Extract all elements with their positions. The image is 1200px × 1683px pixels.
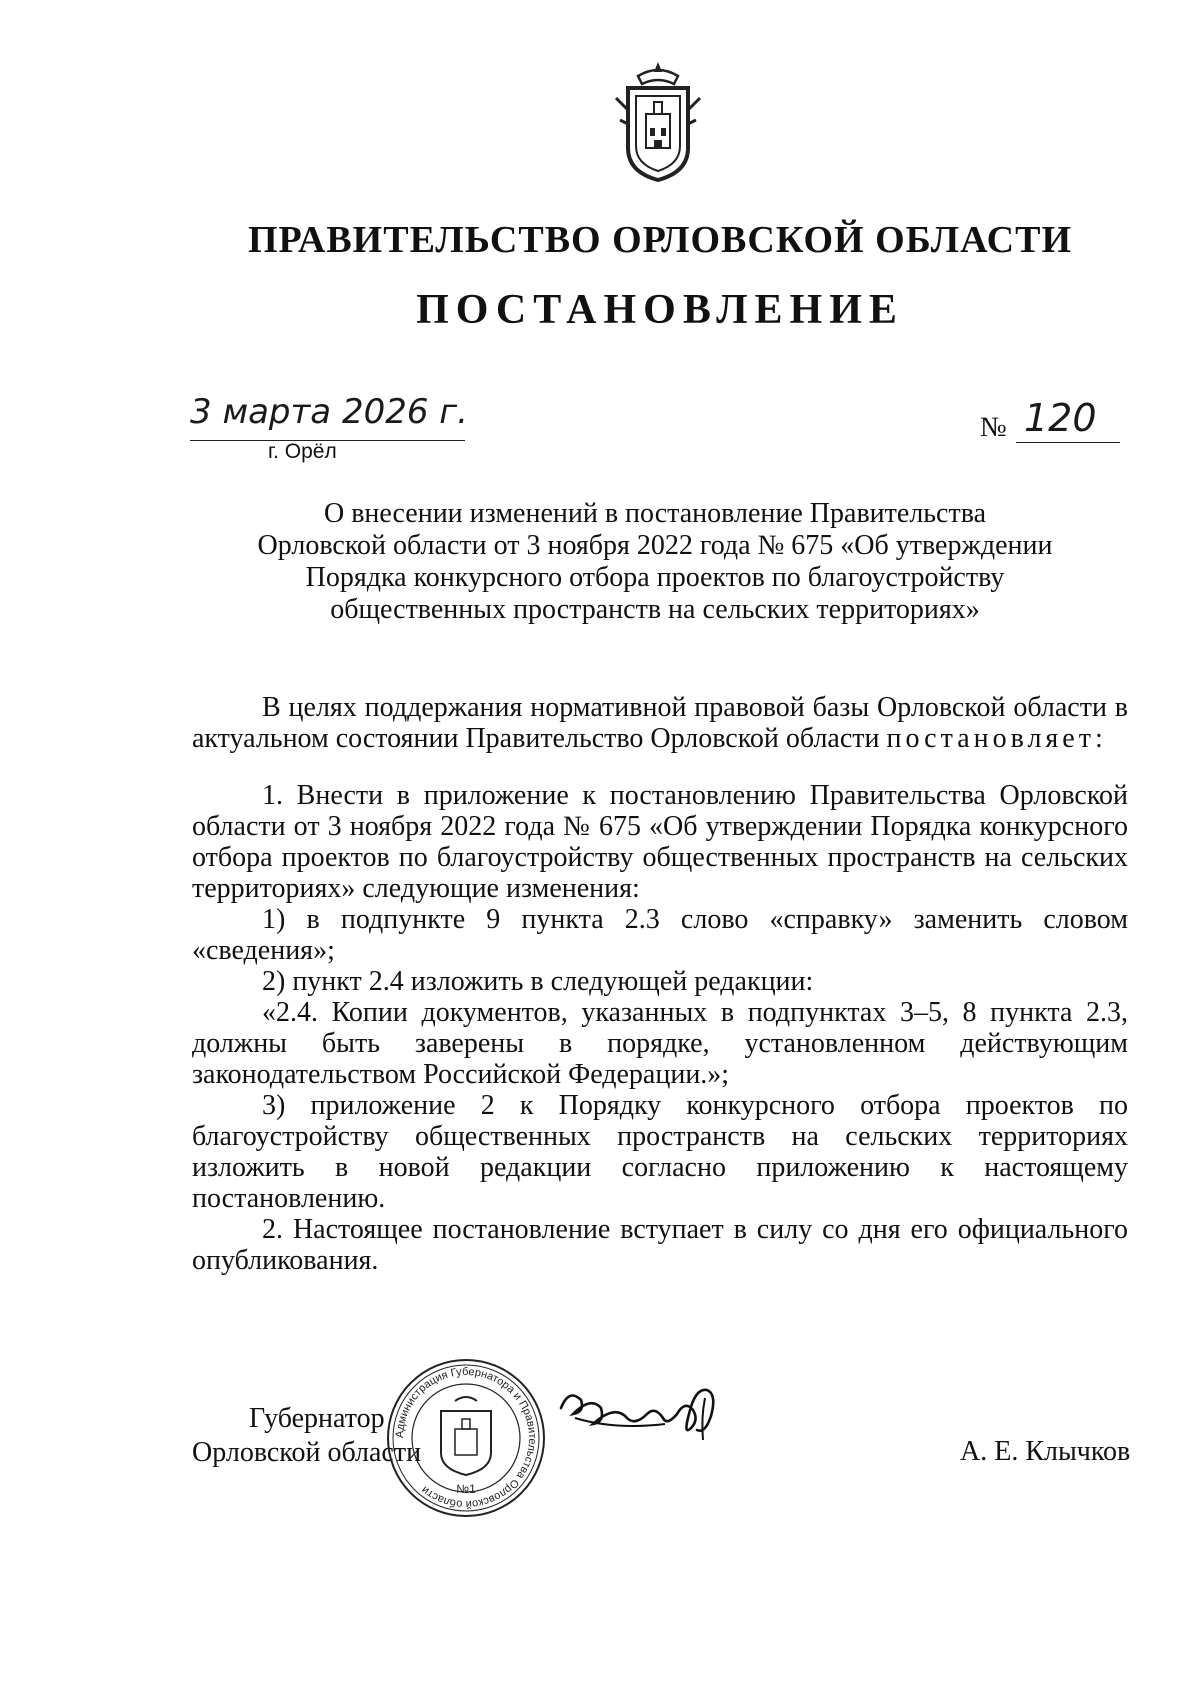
- item-2: 2. Настоящее постановление вступает в силу со дня его официального опубликования.: [192, 1214, 1128, 1276]
- document-number: 120: [1024, 396, 1097, 440]
- document-date: 3 марта 2026 г.: [190, 392, 468, 432]
- document-subject: [250, 498, 1060, 626]
- preamble-text: В целях поддержания нормативной правовой базы Орловской области в актуальном состоянии Правительство Орловской области: [192, 692, 1128, 754]
- official-seal-stamp: [385, 1357, 547, 1519]
- seal-number: №1: [456, 1482, 476, 1496]
- number-label: №: [980, 412, 1007, 443]
- subject-line: О внесении изменений в постановление Правительства: [323, 498, 987, 529]
- item-1-sub-2-text: «2.4. Копии документов, указанных в подпунктах 3–5, 8 пункта 2.3, должны быть заверены в порядке, установленном действующим законодательством Российской Федерации.»;: [192, 997, 1128, 1090]
- subject-line: Порядка конкурсного отбора проектов по благоустройству: [305, 562, 1005, 593]
- number-underline: [1016, 442, 1120, 443]
- organization-title: ПРАВИТЕЛЬСТВО ОРЛОВСКОЙ ОБЛАСТИ: [247, 219, 1073, 261]
- handwritten-signature: [555, 1378, 725, 1462]
- subject-line: общественных пространств на сельских территориях»: [330, 594, 980, 625]
- position-line: Орловской области: [192, 1437, 422, 1468]
- seal-ring-text: Администрация Губернатора и Правительства Орловской области: [393, 1365, 539, 1511]
- item-1: 1. Внести в приложение к постановлению Правительства Орловской области от 3 ноября 2022 года № 675 «Об утверждении Порядка конкурсного отбора проектов по благоустройству общественных пространств на сельских территориях» следующие изменения:: [192, 780, 1128, 904]
- preamble-verb: постановляет:: [886, 723, 1107, 754]
- document-body: [192, 692, 1128, 1276]
- signatory-name: А. Е. Клычков: [960, 1436, 1131, 1467]
- city-label: г. Орёл: [268, 440, 337, 463]
- item-1-sub-2: 2) пункт 2.4 изложить в следующей редакции:: [262, 966, 814, 997]
- position-line: Губернатор: [249, 1403, 385, 1434]
- document-type-title: ПОСТАНОВЛЕНИЕ: [416, 287, 904, 333]
- preamble-paragraph: [192, 692, 1128, 754]
- item-1-sub-3: 3) приложение 2 к Порядку конкурсного отбора проектов по благоустройству общественных пространств на сельских территориях изложить в новой редакции согласно приложению к настоящему постановлению.: [192, 1090, 1128, 1214]
- subject-line: Орловской области от 3 ноября 2022 года № 675 «Об утверждении: [257, 530, 1053, 561]
- item-1-sub-1: 1) в подпункте 9 пункта 2.3 слово «справку» заменить словом «сведения»;: [192, 904, 1128, 966]
- coat-of-arms-icon: [608, 58, 708, 186]
